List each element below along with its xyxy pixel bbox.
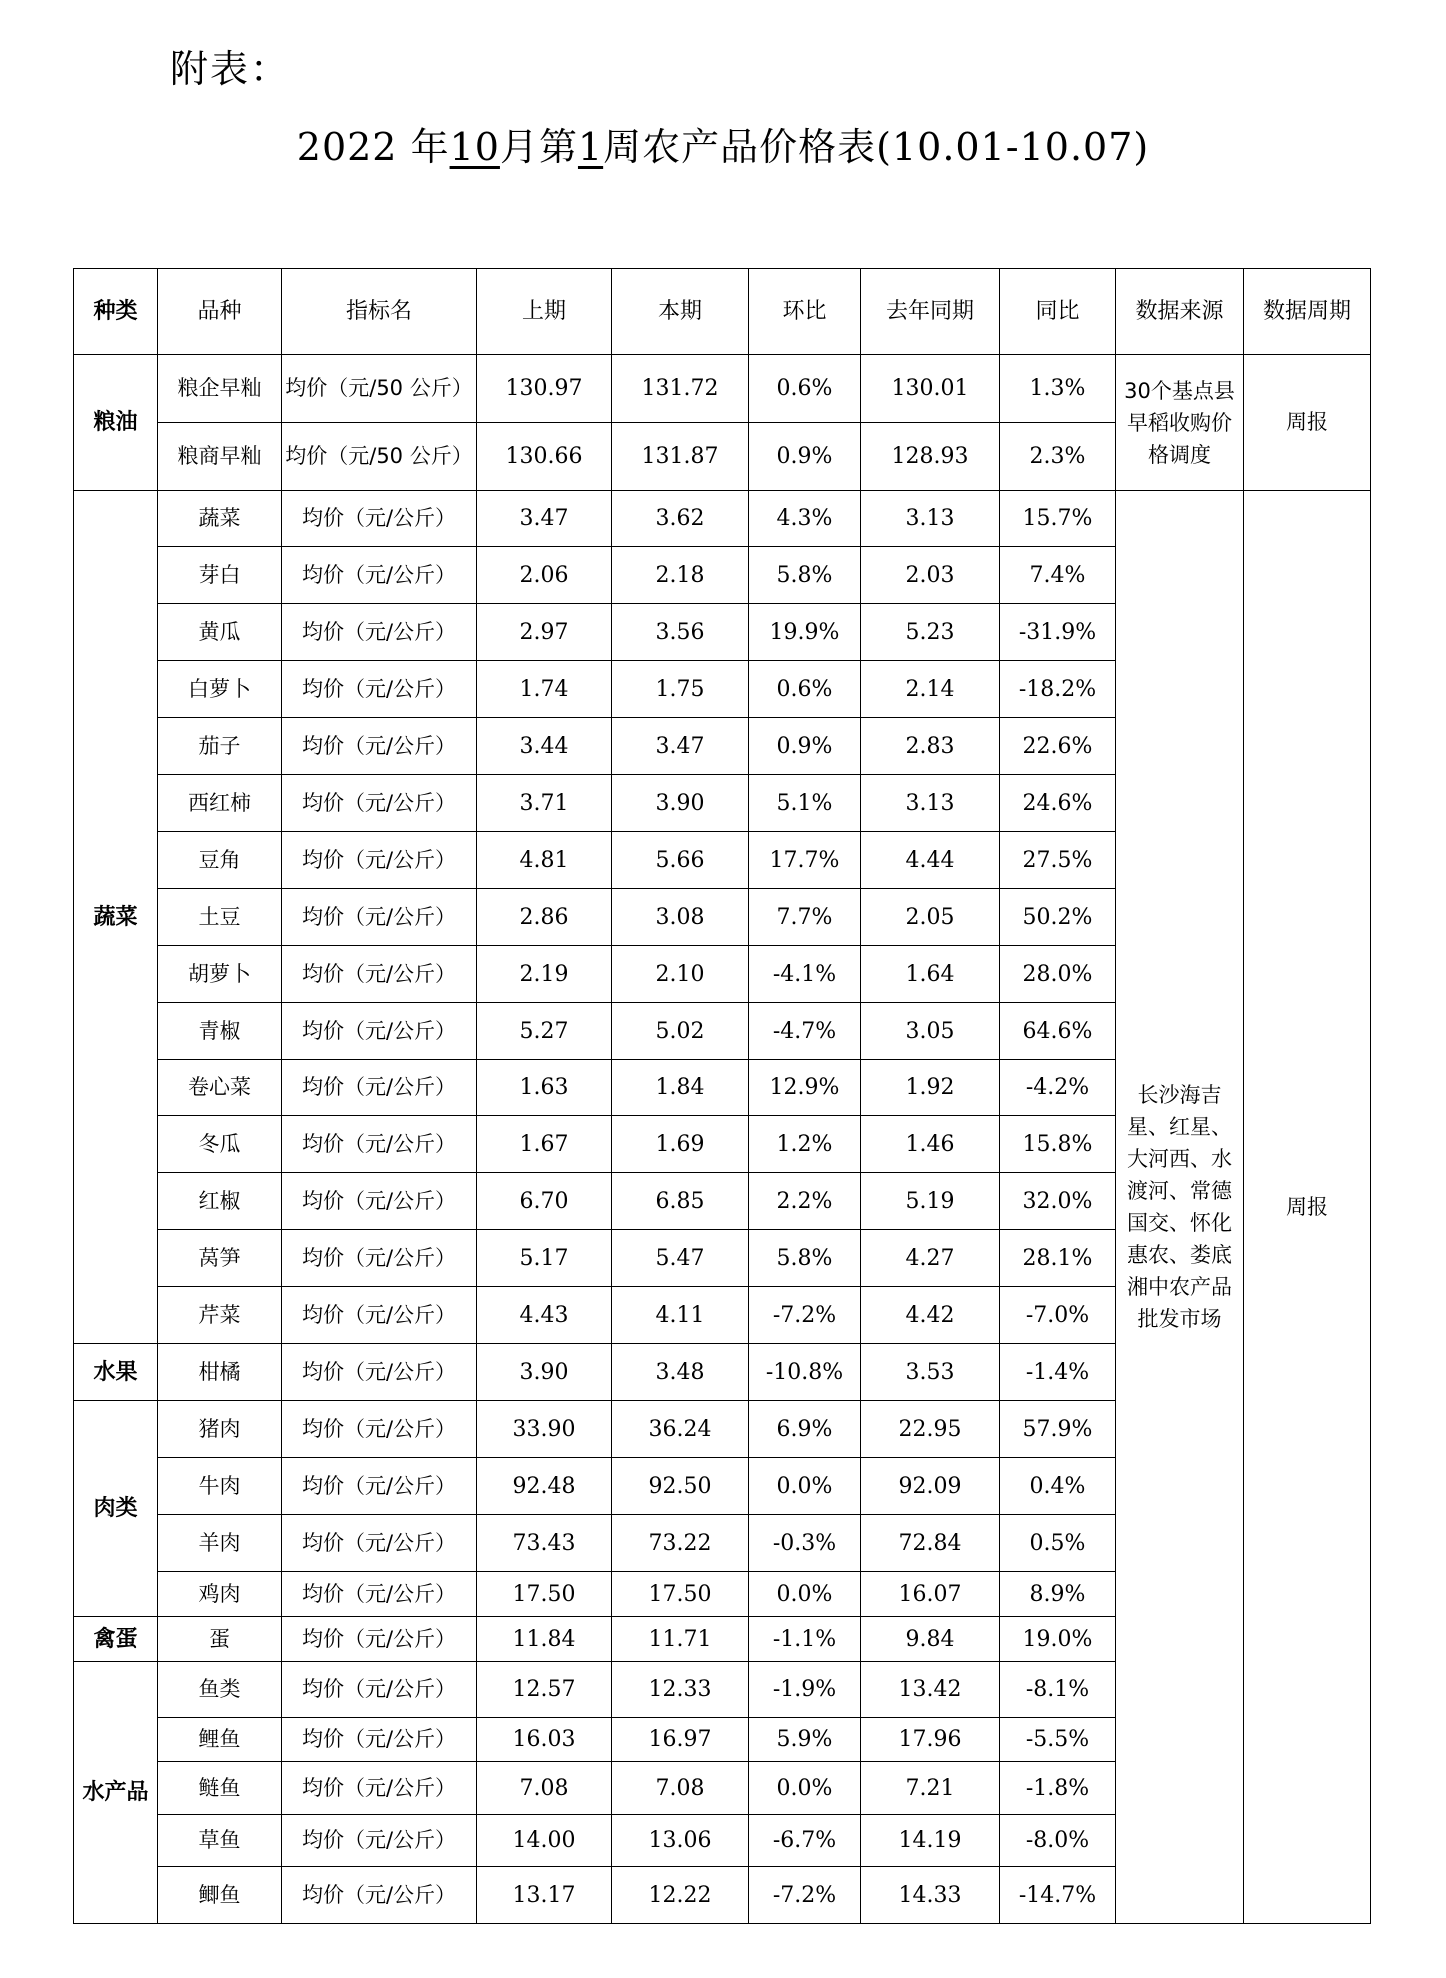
data-source-cell: 30个基点县早稻收购价格调度 [1116, 355, 1244, 491]
current-price-cell: 131.72 [612, 355, 749, 423]
variety-cell: 羊肉 [158, 1515, 282, 1572]
variety-cell: 草鱼 [158, 1815, 282, 1867]
yoy-change-cell: 22.6% [1000, 718, 1116, 775]
yoy-change-cell: -8.0% [1000, 1815, 1116, 1867]
current-price-cell: 6.85 [612, 1173, 749, 1230]
header-row [74, 269, 1371, 355]
last-year-price-cell: 14.33 [861, 1867, 1000, 1924]
title-prefix: 2022 年 [296, 125, 450, 169]
mom-change-cell: -10.8% [749, 1344, 861, 1401]
table-row [74, 355, 1371, 423]
yoy-change-cell: 15.7% [1000, 491, 1116, 547]
current-price-cell: 3.90 [612, 775, 749, 832]
current-price-cell: 3.48 [612, 1344, 749, 1401]
current-price-cell: 1.69 [612, 1116, 749, 1173]
current-price-cell: 7.08 [612, 1762, 749, 1815]
variety-cell: 冬瓜 [158, 1116, 282, 1173]
variety-cell: 白萝卜 [158, 661, 282, 718]
indicator-cell: 均价（元/公斤） [282, 1003, 477, 1060]
variety-cell: 牛肉 [158, 1458, 282, 1515]
variety-cell: 胡萝卜 [158, 946, 282, 1003]
yoy-change-cell: 7.4% [1000, 547, 1116, 604]
indicator-cell: 均价（元/公斤） [282, 775, 477, 832]
previous-price-cell: 2.19 [477, 946, 612, 1003]
indicator-cell: 均价（元/公斤） [282, 1815, 477, 1867]
mom-change-cell: -7.2% [749, 1287, 861, 1344]
last-year-price-cell: 7.21 [861, 1762, 1000, 1815]
previous-price-cell: 3.71 [477, 775, 612, 832]
current-price-cell: 3.08 [612, 889, 749, 946]
mom-change-cell: -6.7% [749, 1815, 861, 1867]
indicator-cell: 均价（元/公斤） [282, 1718, 477, 1762]
yoy-change-cell: -1.4% [1000, 1344, 1116, 1401]
yoy-change-cell: 19.0% [1000, 1617, 1116, 1662]
indicator-cell: 均价（元/50 公斤） [282, 423, 477, 491]
current-price-cell: 3.47 [612, 718, 749, 775]
indicator-cell: 均价（元/公斤） [282, 1617, 477, 1662]
category-cell: 肉类 [74, 1401, 158, 1617]
mom-change-cell: 5.8% [749, 547, 861, 604]
header-category: 种类 [74, 269, 158, 355]
indicator-cell: 均价（元/公斤） [282, 1401, 477, 1458]
current-price-cell: 131.87 [612, 423, 749, 491]
variety-cell: 芽白 [158, 547, 282, 604]
indicator-cell: 均价（元/公斤） [282, 1572, 477, 1617]
mom-change-cell: -4.7% [749, 1003, 861, 1060]
header-period: 数据周期 [1244, 269, 1371, 355]
mom-change-cell: -1.1% [749, 1617, 861, 1662]
current-price-cell: 12.22 [612, 1867, 749, 1924]
variety-cell: 粮企早籼 [158, 355, 282, 423]
previous-price-cell: 6.70 [477, 1173, 612, 1230]
category-cell: 水产品 [74, 1662, 158, 1924]
data-period-cell: 周报 [1244, 355, 1371, 491]
yoy-change-cell: 1.3% [1000, 355, 1116, 423]
indicator-cell: 均价（元/公斤） [282, 1173, 477, 1230]
last-year-price-cell: 22.95 [861, 1401, 1000, 1458]
previous-price-cell: 1.74 [477, 661, 612, 718]
current-price-cell: 3.62 [612, 491, 749, 547]
previous-price-cell: 16.03 [477, 1718, 612, 1762]
indicator-cell: 均价（元/公斤） [282, 1060, 477, 1116]
last-year-price-cell: 2.83 [861, 718, 1000, 775]
current-price-cell: 1.75 [612, 661, 749, 718]
mom-change-cell: 5.8% [749, 1230, 861, 1287]
last-year-price-cell: 3.53 [861, 1344, 1000, 1401]
mom-change-cell: 6.9% [749, 1401, 861, 1458]
mom-change-cell: 4.3% [749, 491, 861, 547]
variety-cell: 西红柿 [158, 775, 282, 832]
current-price-cell: 2.18 [612, 547, 749, 604]
indicator-cell: 均价（元/公斤） [282, 889, 477, 946]
yoy-change-cell: 57.9% [1000, 1401, 1116, 1458]
last-year-price-cell: 72.84 [861, 1515, 1000, 1572]
indicator-cell: 均价（元/公斤） [282, 661, 477, 718]
previous-price-cell: 2.86 [477, 889, 612, 946]
last-year-price-cell: 2.14 [861, 661, 1000, 718]
title-suffix: 周农产品价格表(10.01-10.07) [603, 125, 1150, 169]
yoy-change-cell: 50.2% [1000, 889, 1116, 946]
market-source-cell: 长沙海吉星、红星、大河西、水渡河、常德国交、怀化惠农、娄底湘中农产品批发市场 [1116, 491, 1244, 1924]
indicator-cell: 均价（元/公斤） [282, 946, 477, 1003]
previous-price-cell: 7.08 [477, 1762, 612, 1815]
header-yoy: 同比 [1000, 269, 1116, 355]
last-year-price-cell: 4.27 [861, 1230, 1000, 1287]
variety-cell: 猪肉 [158, 1401, 282, 1458]
last-year-price-cell: 14.19 [861, 1815, 1000, 1867]
last-year-price-cell: 3.13 [861, 775, 1000, 832]
mom-change-cell: 0.0% [749, 1762, 861, 1815]
previous-price-cell: 2.97 [477, 604, 612, 661]
current-price-cell: 5.02 [612, 1003, 749, 1060]
last-year-price-cell: 17.96 [861, 1718, 1000, 1762]
mom-change-cell: 0.0% [749, 1572, 861, 1617]
yoy-change-cell: -1.8% [1000, 1762, 1116, 1815]
variety-cell: 红椒 [158, 1173, 282, 1230]
previous-price-cell: 1.63 [477, 1060, 612, 1116]
last-year-price-cell: 1.64 [861, 946, 1000, 1003]
variety-cell: 青椒 [158, 1003, 282, 1060]
previous-price-cell: 5.17 [477, 1230, 612, 1287]
previous-price-cell: 3.44 [477, 718, 612, 775]
indicator-cell: 均价（元/公斤） [282, 1515, 477, 1572]
yoy-change-cell: 64.6% [1000, 1003, 1116, 1060]
yoy-change-cell: 0.4% [1000, 1458, 1116, 1515]
variety-cell: 芹菜 [158, 1287, 282, 1344]
category-cell: 禽蛋 [74, 1617, 158, 1662]
variety-cell: 黄瓜 [158, 604, 282, 661]
previous-price-cell: 73.43 [477, 1515, 612, 1572]
indicator-cell: 均价（元/公斤） [282, 1662, 477, 1718]
last-year-price-cell: 9.84 [861, 1617, 1000, 1662]
indicator-cell: 均价（元/50 公斤） [282, 355, 477, 423]
last-year-price-cell: 2.05 [861, 889, 1000, 946]
variety-cell: 鲢鱼 [158, 1762, 282, 1815]
yoy-change-cell: 27.5% [1000, 832, 1116, 889]
mom-change-cell: 19.9% [749, 604, 861, 661]
current-price-cell: 17.50 [612, 1572, 749, 1617]
previous-price-cell: 1.67 [477, 1116, 612, 1173]
last-year-price-cell: 3.13 [861, 491, 1000, 547]
yoy-change-cell: 28.0% [1000, 946, 1116, 1003]
mom-change-cell: 12.9% [749, 1060, 861, 1116]
variety-cell: 土豆 [158, 889, 282, 946]
header-indicator: 指标名 [282, 269, 477, 355]
current-price-cell: 5.66 [612, 832, 749, 889]
current-price-cell: 4.11 [612, 1287, 749, 1344]
previous-price-cell: 17.50 [477, 1572, 612, 1617]
current-price-cell: 12.33 [612, 1662, 749, 1718]
mom-change-cell: 0.6% [749, 661, 861, 718]
yoy-change-cell: -14.7% [1000, 1867, 1116, 1924]
previous-price-cell: 12.57 [477, 1662, 612, 1718]
variety-cell: 鲫鱼 [158, 1867, 282, 1924]
yoy-change-cell: 28.1% [1000, 1230, 1116, 1287]
indicator-cell: 均价（元/公斤） [282, 832, 477, 889]
last-year-price-cell: 5.23 [861, 604, 1000, 661]
previous-price-cell: 3.47 [477, 491, 612, 547]
indicator-cell: 均价（元/公斤） [282, 1230, 477, 1287]
variety-cell: 鲤鱼 [158, 1718, 282, 1762]
indicator-cell: 均价（元/公斤） [282, 547, 477, 604]
mom-change-cell: 0.9% [749, 718, 861, 775]
indicator-cell: 均价（元/公斤） [282, 718, 477, 775]
last-year-price-cell: 13.42 [861, 1662, 1000, 1718]
mom-change-cell: -7.2% [749, 1867, 861, 1924]
yoy-change-cell: 24.6% [1000, 775, 1116, 832]
variety-cell: 柑橘 [158, 1344, 282, 1401]
variety-cell: 粮商早籼 [158, 423, 282, 491]
indicator-cell: 均价（元/公斤） [282, 1458, 477, 1515]
last-year-price-cell: 3.05 [861, 1003, 1000, 1060]
last-year-price-cell: 5.19 [861, 1173, 1000, 1230]
current-price-cell: 92.50 [612, 1458, 749, 1515]
current-price-cell: 3.56 [612, 604, 749, 661]
header-source: 数据来源 [1116, 269, 1244, 355]
variety-cell: 蔬菜 [158, 491, 282, 547]
mom-change-cell: -1.9% [749, 1662, 861, 1718]
category-cell: 粮油 [74, 355, 158, 491]
mom-change-cell: 7.7% [749, 889, 861, 946]
last-year-price-cell: 128.93 [861, 423, 1000, 491]
previous-price-cell: 92.48 [477, 1458, 612, 1515]
mom-change-cell: 17.7% [749, 832, 861, 889]
current-price-cell: 16.97 [612, 1718, 749, 1762]
yoy-change-cell: -8.1% [1000, 1662, 1116, 1718]
variety-cell: 茄子 [158, 718, 282, 775]
mom-change-cell: -0.3% [749, 1515, 861, 1572]
variety-cell: 蛋 [158, 1617, 282, 1662]
last-year-price-cell: 16.07 [861, 1572, 1000, 1617]
previous-price-cell: 130.66 [477, 423, 612, 491]
previous-price-cell: 4.81 [477, 832, 612, 889]
current-price-cell: 11.71 [612, 1617, 749, 1662]
title-mid: 月第 [499, 125, 578, 169]
indicator-cell: 均价（元/公斤） [282, 1762, 477, 1815]
yoy-change-cell: 8.9% [1000, 1572, 1116, 1617]
yoy-change-cell: 0.5% [1000, 1515, 1116, 1572]
header-mom: 环比 [749, 269, 861, 355]
current-price-cell: 5.47 [612, 1230, 749, 1287]
previous-price-cell: 130.97 [477, 355, 612, 423]
last-year-price-cell: 2.03 [861, 547, 1000, 604]
previous-price-cell: 2.06 [477, 547, 612, 604]
market-period-cell: 周报 [1244, 491, 1371, 1924]
variety-cell: 豆角 [158, 832, 282, 889]
indicator-cell: 均价（元/公斤） [282, 604, 477, 661]
current-price-cell: 2.10 [612, 946, 749, 1003]
last-year-price-cell: 92.09 [861, 1458, 1000, 1515]
previous-price-cell: 11.84 [477, 1617, 612, 1662]
current-price-cell: 36.24 [612, 1401, 749, 1458]
mom-change-cell: 0.9% [749, 423, 861, 491]
yoy-change-cell: 32.0% [1000, 1173, 1116, 1230]
current-price-cell: 1.84 [612, 1060, 749, 1116]
header-last-year: 去年同期 [861, 269, 1000, 355]
indicator-cell: 均价（元/公斤） [282, 1116, 477, 1173]
mom-change-cell: 0.0% [749, 1458, 861, 1515]
variety-cell: 鱼类 [158, 1662, 282, 1718]
indicator-cell: 均价（元/公斤） [282, 1867, 477, 1924]
last-year-price-cell: 130.01 [861, 355, 1000, 423]
last-year-price-cell: 1.46 [861, 1116, 1000, 1173]
last-year-price-cell: 4.44 [861, 832, 1000, 889]
previous-price-cell: 5.27 [477, 1003, 612, 1060]
mom-change-cell: 0.6% [749, 355, 861, 423]
yoy-change-cell: -31.9% [1000, 604, 1116, 661]
indicator-cell: 均价（元/公斤） [282, 491, 477, 547]
mom-change-cell: 5.1% [749, 775, 861, 832]
yoy-change-cell: -4.2% [1000, 1060, 1116, 1116]
table-row [74, 491, 1371, 547]
indicator-cell: 均价（元/公斤） [282, 1344, 477, 1401]
variety-cell: 卷心菜 [158, 1060, 282, 1116]
price-table [73, 268, 1371, 1924]
title-week: 1 [577, 125, 604, 169]
last-year-price-cell: 4.42 [861, 1287, 1000, 1344]
appendix-label: 附表： [170, 47, 291, 91]
last-year-price-cell: 1.92 [861, 1060, 1000, 1116]
mom-change-cell: 5.9% [749, 1718, 861, 1762]
header-variety: 品种 [158, 269, 282, 355]
previous-price-cell: 4.43 [477, 1287, 612, 1344]
title-month: 10 [449, 125, 500, 169]
mom-change-cell: -4.1% [749, 946, 861, 1003]
current-price-cell: 13.06 [612, 1815, 749, 1867]
variety-cell: 莴笋 [158, 1230, 282, 1287]
mom-change-cell: 2.2% [749, 1173, 861, 1230]
previous-price-cell: 14.00 [477, 1815, 612, 1867]
previous-price-cell: 3.90 [477, 1344, 612, 1401]
header-previous: 上期 [477, 269, 612, 355]
yoy-change-cell: 15.8% [1000, 1116, 1116, 1173]
category-cell: 水果 [74, 1344, 158, 1401]
variety-cell: 鸡肉 [158, 1572, 282, 1617]
indicator-cell: 均价（元/公斤） [282, 1287, 477, 1344]
header-current: 本期 [612, 269, 749, 355]
yoy-change-cell: -5.5% [1000, 1718, 1116, 1762]
yoy-change-cell: -7.0% [1000, 1287, 1116, 1344]
category-cell: 蔬菜 [74, 491, 158, 1344]
yoy-change-cell: -18.2% [1000, 661, 1116, 718]
previous-price-cell: 13.17 [477, 1867, 612, 1924]
current-price-cell: 73.22 [612, 1515, 749, 1572]
previous-price-cell: 33.90 [477, 1401, 612, 1458]
yoy-change-cell: 2.3% [1000, 423, 1116, 491]
mom-change-cell: 1.2% [749, 1116, 861, 1173]
page-title [0, 116, 1446, 171]
